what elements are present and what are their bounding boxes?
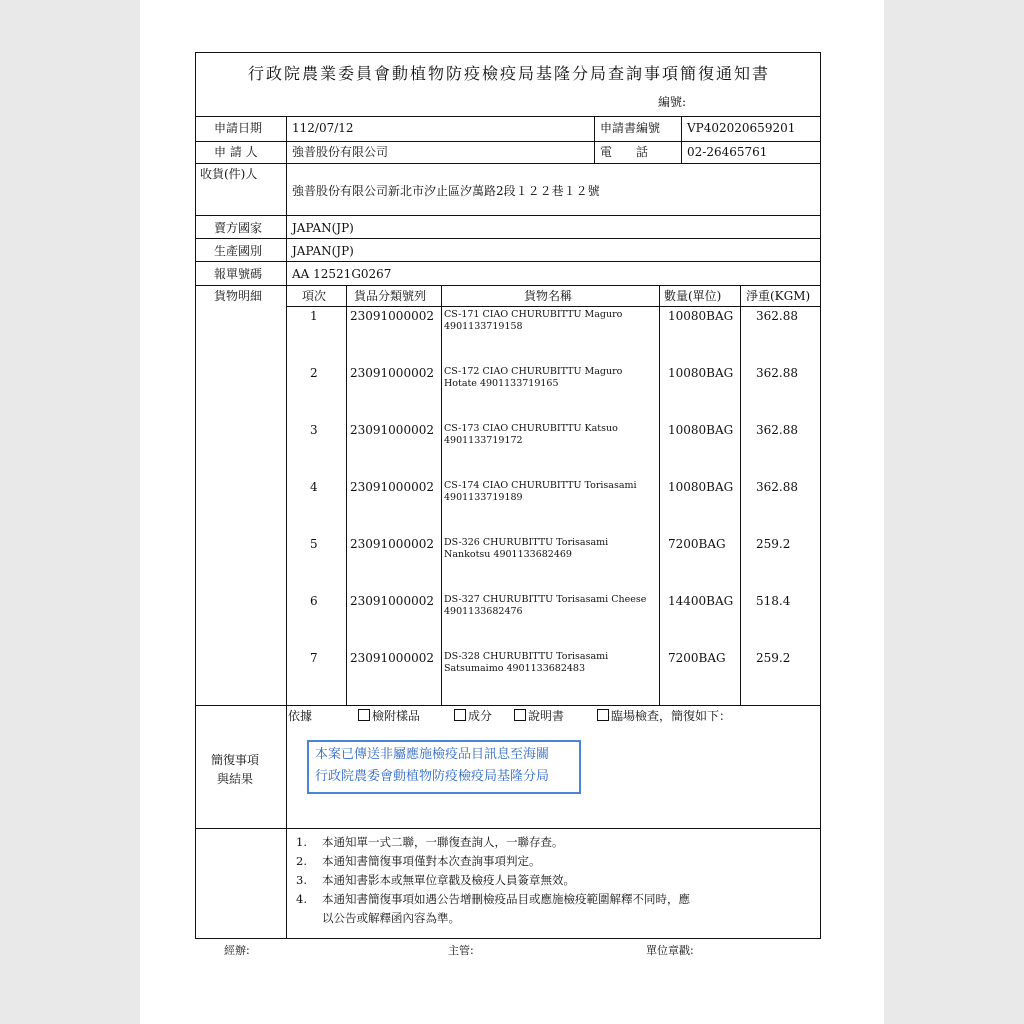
result-label-2: 與結果 — [217, 772, 254, 786]
check-onsite[interactable] — [597, 709, 731, 723]
notice-form — [195, 52, 821, 939]
note-item — [296, 873, 575, 887]
note-item — [296, 892, 690, 906]
application-no-value: VP402020659201 — [687, 121, 796, 135]
row-item: 4 — [310, 480, 318, 494]
form-title: 行政院農業委員會動植物防疫檢疫局基隆分局查詢事項簡復通知書 — [247, 64, 770, 83]
basis-label: 依據 — [288, 709, 313, 723]
row-goods-name: CS-172 CIAO CHURUBITTU Maguro Hotate 4901133719165 — [444, 366, 623, 389]
row-item: 5 — [310, 537, 318, 551]
applicant-label: 申 請 人 — [214, 145, 258, 159]
row-weight: 362.88 — [756, 480, 798, 494]
note-text: 以公告或解釋函內容為準。 — [322, 911, 460, 925]
row-weight: 518.4 — [756, 594, 791, 608]
row-goods-name: CS-173 CIAO CHURUBITTU Katsuo 4901133719172 — [444, 423, 618, 446]
note-number: 2. — [296, 854, 307, 868]
row-item: 1 — [310, 309, 318, 323]
col-header-code: 貨品分類號列 — [354, 289, 427, 303]
row-item: 2 — [310, 366, 318, 380]
row-qty: 10080BAG — [668, 366, 734, 380]
footer-unit-seal: 單位章戳: — [646, 944, 694, 957]
result-label-1: 簡復事項 — [211, 753, 260, 767]
consignee-label: 收貨(件)人 — [200, 167, 258, 181]
col-header-name: 貨物名稱 — [524, 289, 573, 303]
stamp-line-1: 本案已傳送非屬應施檢疫品目訊息至海關 — [315, 747, 550, 762]
apply-date-value: 112/07/12 — [292, 121, 354, 135]
row-code: 23091000002 — [350, 480, 434, 494]
note-number: 3. — [296, 873, 307, 887]
declaration-no-value: AA 12521G0267 — [292, 267, 392, 281]
origin-country-label: 生產國別 — [214, 244, 263, 258]
origin-country-value: JAPAN(JP) — [292, 244, 354, 258]
apply-date-label: 申請日期 — [214, 121, 263, 135]
note-text: 本通知單一式二聯，一聯復查詢人，一聯存查。 — [322, 835, 564, 849]
check-manual[interactable] — [514, 709, 564, 723]
row-code: 23091000002 — [350, 651, 434, 665]
check-sample[interactable] — [358, 709, 420, 723]
row-qty: 14400BAG — [668, 594, 734, 608]
result-stamp — [307, 740, 581, 794]
footer-supervisor: 主管: — [448, 944, 474, 957]
note-item — [296, 835, 564, 849]
row-goods-name: DS-328 CHURUBITTU Torisasami Satsumaimo 4901133682483 — [444, 651, 609, 674]
row-goods-name: CS-174 CIAO CHURUBITTU Torisasami 4901133719189 — [444, 480, 637, 503]
row-weight: 362.88 — [756, 366, 798, 380]
note-item — [296, 911, 460, 925]
row-qty: 10080BAG — [668, 480, 734, 494]
checkbox-onsite[interactable] — [597, 709, 609, 721]
check-onsite-label: 臨場檢查，簡復如下： — [611, 709, 732, 723]
row-code: 23091000002 — [350, 423, 434, 437]
row-item: 7 — [310, 651, 318, 665]
check-ingredient-label: 成分 — [468, 709, 493, 723]
col-header-weight: 淨重(KGM) — [746, 289, 811, 303]
row-weight: 362.88 — [756, 309, 798, 323]
col-header-item: 項次 — [302, 289, 327, 303]
seller-country-value: JAPAN(JP) — [292, 221, 354, 235]
serial-label: 編號: — [658, 95, 687, 109]
col-header-qty: 數量(單位) — [664, 289, 722, 303]
row-goods-name: DS-326 CHURUBITTU Torisasami Nankotsu 4901133682469 — [444, 537, 609, 560]
note-text: 本通知書簡復事項如遇公告增刪檢疫品目或應施檢疫範圍解釋不同時，應 — [322, 892, 690, 906]
note-number: 4. — [296, 892, 307, 906]
application-no-label: 申請書編號 — [600, 121, 661, 135]
applicant-value: 強普股份有限公司 — [292, 145, 389, 159]
phone-label: 電 話 — [600, 145, 649, 159]
seller-country-label: 賣方國家 — [214, 221, 263, 235]
note-item — [296, 854, 541, 868]
note-text: 本通知書簡復事項僅對本次查詢事項判定。 — [322, 854, 541, 868]
row-code: 23091000002 — [350, 366, 434, 380]
stamp-line-2: 行政院農委會動植物防疫檢疫局基隆分局 — [315, 769, 550, 784]
row-qty: 10080BAG — [668, 423, 734, 437]
row-goods-name: CS-171 CIAO CHURUBITTU Maguro 4901133719158 — [444, 309, 623, 332]
row-item: 6 — [310, 594, 318, 608]
row-qty: 7200BAG — [668, 651, 726, 665]
row-weight: 362.88 — [756, 423, 798, 437]
checkbox-ingredient[interactable] — [454, 709, 466, 721]
row-qty: 10080BAG — [668, 309, 734, 323]
row-goods-name: DS-327 CHURUBITTU Torisasami Cheese 4901133682476 — [444, 594, 647, 617]
checkbox-manual[interactable] — [514, 709, 526, 721]
declaration-no-label: 報單號碼 — [214, 267, 263, 281]
row-code: 23091000002 — [350, 594, 434, 608]
check-ingredient[interactable] — [454, 709, 492, 723]
check-manual-label: 說明書 — [528, 709, 565, 723]
phone-value: 02-26465761 — [687, 145, 768, 159]
checkbox-sample[interactable] — [358, 709, 370, 721]
row-weight: 259.2 — [756, 651, 791, 665]
consignee-value: 強普股份有限公司新北市汐止區汐萬路2段１２２巷１２號 — [292, 184, 600, 198]
row-code: 23091000002 — [350, 537, 434, 551]
check-sample-label: 檢附樣品 — [372, 709, 421, 723]
note-number: 1. — [296, 835, 307, 849]
note-text: 本通知書影本或無單位章戳及檢疫人員簽章無效。 — [322, 873, 575, 887]
row-code: 23091000002 — [350, 309, 434, 323]
goods-label: 貨物明細 — [214, 289, 263, 303]
row-item: 3 — [310, 423, 318, 437]
row-weight: 259.2 — [756, 537, 791, 551]
row-qty: 7200BAG — [668, 537, 726, 551]
footer-handler: 經辦: — [224, 944, 250, 957]
